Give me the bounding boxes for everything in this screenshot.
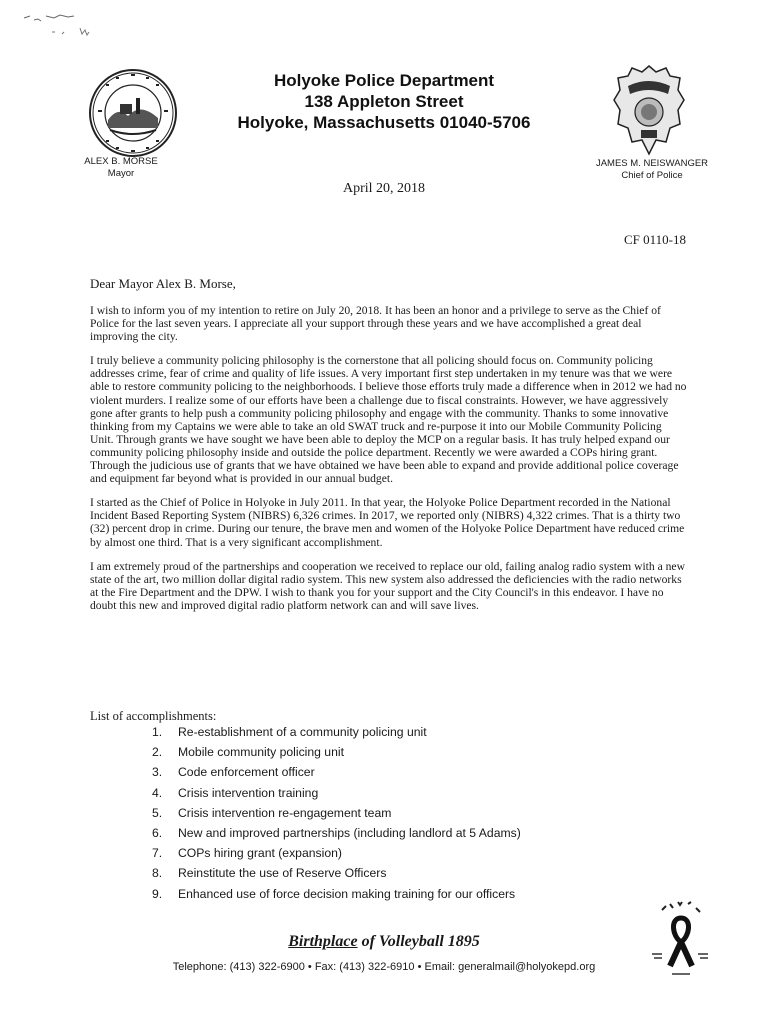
letter-body <box>90 304 688 623</box>
list-item-number: 3. <box>152 765 163 780</box>
list-item-number: 5. <box>152 805 163 820</box>
letter-date: April 20, 2018 <box>342 181 426 196</box>
tagline-rest: of Volleyball 1895 <box>357 933 480 950</box>
scribble-marks <box>22 10 112 50</box>
salutation: Dear Mayor Alex B. Morse, <box>90 276 236 291</box>
list-item <box>152 783 521 803</box>
list-item-number: 6. <box>152 826 163 841</box>
list-item-text: Reinstitute the use of Reserve Officers <box>178 866 387 881</box>
list-item-text: Enhanced use of force decision making training for our officers <box>178 886 516 901</box>
reference-number: CF 0110-18 <box>624 232 686 247</box>
department-name: Holyoke Police Department <box>273 71 495 90</box>
list-item <box>152 823 521 843</box>
chief-name: JAMES M. NEISWANGER <box>595 158 709 169</box>
list-item-number: 4. <box>152 785 163 800</box>
list-item-number: 7. <box>152 846 163 861</box>
list-item-number: 8. <box>152 866 163 881</box>
fax: Fax: (413) 322-6910 <box>314 961 415 973</box>
paragraph: I truly believe a community policing philosophy is the cornerstone that all policing should focus on. Community policing addresses crime, fear of crime and quality of life issues. A very important first step undertaken in my tenure was that we were able to restore community policing to the neighborhoods. I believe those efforts truly made a difference when in 2012 we had no violent murders. I realize some of our efforts have been a challenge due to fiscal constraints. However, we have aggressively gone after grants to help push a community policing philosophy and engage with the community. Thanks to some innovative thinking from my Captains we were able to take an old SWAT truck and re-purpose it into our Mobile Community Policing Unit. Through grants we have sought we have been able to deploy the MCP on a regular basis. It has truly helped expand our community policing philosophy inside and outside the police department. Recently we were awarded a COPs hiring grant. Through the judicious use of grants that we have obtained we have been able to expand and provide additional police coverage and equipment far beyond what is provided in our annual budget. <box>90 354 687 486</box>
list-item-number: 9. <box>152 886 163 901</box>
list-item <box>152 762 521 782</box>
letterhead <box>0 70 768 133</box>
accomplishments-list <box>152 722 521 904</box>
separator: • <box>307 961 312 973</box>
footer-tagline <box>0 933 768 951</box>
list-item-text: COPs hiring grant (expansion) <box>178 846 342 861</box>
mayor-block <box>80 156 162 180</box>
telephone: Telephone: (413) 322-6900 <box>172 961 305 973</box>
list-item <box>152 843 521 863</box>
mayor-title: Mayor <box>107 168 135 179</box>
list-item <box>152 742 521 762</box>
department-street: 138 Appleton Street <box>304 92 464 111</box>
separator: • <box>417 961 422 973</box>
paragraph: I am extremely proud of the partnerships and cooperation we received to replace our old, failing analog radio system with a new state of the art, two million dollar digital radio system. This new system also addressed the deficiencies with the radio networks at the Fire Department and the DPW. I wish to thank you for your support and the City Council's in this endeavor. I have no doubt this new and improved digital radio platform network can and will save lives. <box>90 559 685 612</box>
email-link[interactable]: Email: generalmail@holyokepd.org <box>424 961 596 973</box>
footer-contact <box>0 961 768 973</box>
tagline-birthplace: Birthplace <box>288 933 358 950</box>
list-item-text: Re-establishment of a community policing unit <box>178 725 427 739</box>
paragraph: I wish to inform you of my intention to retire on July 20, 2018. It has been an honor and a privilege to serve as the Chief of Police for the last seven years. I appreciate all your support through these years and we have accomplished a great deal improving the city. <box>90 304 661 344</box>
chief-block <box>586 158 718 182</box>
list-item <box>152 863 521 883</box>
list-item <box>152 884 521 904</box>
list-item <box>152 722 521 742</box>
list-item-text: New and improved partnerships (including landlord at 5 Adams) <box>178 826 521 841</box>
mayor-name: ALEX B. MORSE <box>84 156 158 167</box>
paragraph: I started as the Chief of Police in Holyoke in July 2011. In that year, the Holyoke Police Department recorded in the National Incident Based Reporting System (NIBRS) 6,326 crimes. In 2017, we reported only (NIBRS) 4,322 crimes. That is a thirty two (32) percent drop in crime. During our tenure, the brave men and women of the Holyoke Police Department have reduced crime by almost one third. That is a very significant accomplishment. <box>90 496 685 549</box>
department-city: Holyoke, Massachusetts 01040-5706 <box>237 113 531 132</box>
list-item-number: 1. <box>152 725 163 739</box>
accomplishments-title: List of accomplishments: <box>90 709 217 723</box>
list-item <box>152 803 521 823</box>
chief-title: Chief of Police <box>621 170 683 181</box>
list-item-text: Crisis intervention training <box>178 785 319 800</box>
list-item-text: Mobile community policing unit <box>178 745 344 760</box>
list-item-text: Crisis intervention re-engagement team <box>178 805 392 820</box>
list-item-text: Code enforcement officer <box>178 765 315 780</box>
list-item-number: 2. <box>152 745 163 760</box>
